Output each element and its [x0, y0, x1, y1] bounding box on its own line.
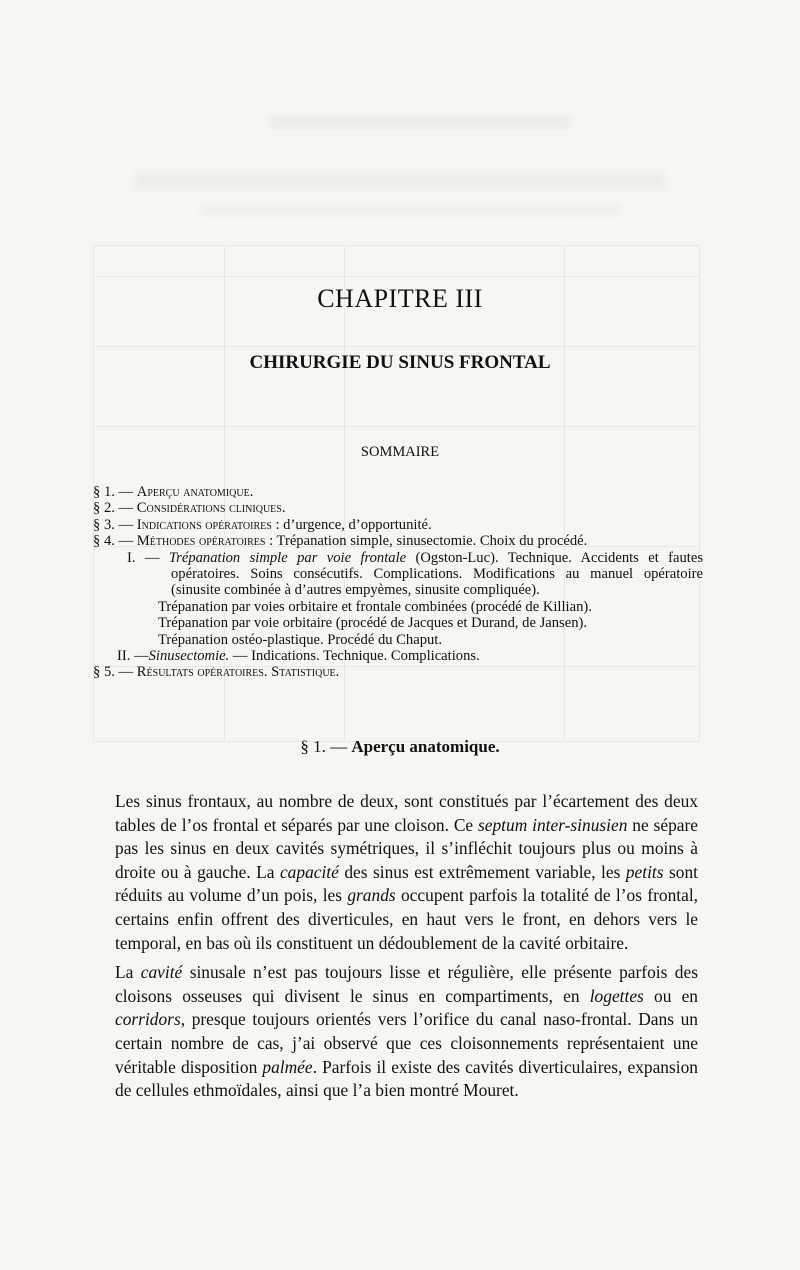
- toc-subline-killian: Trépanation par voies orbitaire et frontale combinées (procédé de Killian).: [158, 598, 592, 615]
- toc-entry-1: § 1. — Aperçu anatomique.: [93, 484, 254, 500]
- table-of-contents: [93, 484, 703, 681]
- show-through-header: [270, 115, 570, 129]
- toc-entry-2: § 2. — Considérations cliniques.: [93, 500, 286, 517]
- body-text: [115, 790, 698, 1103]
- paragraph-1: Les sinus frontaux, au nombre de deux, sont constitués par l’écartement des deux tables de l’os frontal et séparés par une cloison. Ce septum inter-sinusien ne sépare pas les sinus en deux cavités symétriques, il s’infléchit toujours plus ou moins à droite ou à gauche. La capacité des sinus est extrêmement variable, les petits sont réduits au volume d’un pois, les grands occupent parfois la totalité de l’os frontal, certains enfin offrent des diverticules, en haut vers le front, en dehors vers le temporal, en bas où ils constituent un dédoublement de la cavité orbitaire.: [115, 791, 698, 953]
- toc-entry-3: § 3. — Indications opératoires : d’urgence, d’opportunité.: [93, 516, 432, 533]
- summary-heading: SOMMAIRE: [360, 444, 440, 460]
- toc-entry-5: § 5. — Résultats opératoires. Statistique.: [93, 664, 340, 681]
- chapter-title: CHIRURGIE DU SINUS FRONTAL: [249, 352, 551, 373]
- paragraph-2: La cavité sinusale n’est pas toujours lisse et régulière, elle présente parfois des cloisons osseuses qui divisent le sinus en compartiments, en logettes ou en corridors, presque toujours orientés vers l’orifice du canal naso-frontal. Dans un certain nombre de cas, j’ai observé que ces cloisonnements représentaient une véritable disposition palmée. Parfois il existe des cavités diverticulaires, expansion de cellules ethmoïdales, ainsi que l’a bien montré Mouret.: [115, 962, 698, 1101]
- toc-subline-jansen: Trépanation par voie orbitaire (procédé de Jacques et Durand, de Jansen).: [158, 615, 588, 632]
- chapter-number: CHAPITRE III: [317, 284, 483, 313]
- section-heading: § 1. — Aperçu anatomique.: [300, 737, 500, 756]
- toc-entry-4: § 4. — Méthodes opératoires : Trépanation simple, sinusectomie. Choix du procédé.: [93, 533, 588, 550]
- toc-subentry-i: I. — Trépanation simple par voie frontale (Ogston-Luc). Technique. Accidents et fautes opératoires. Soins consécutifs. Complications. Modifications au manuel opératoire (sinusite combinée à d’autres empyèmes, sinusite compliquée).: [127, 549, 703, 599]
- show-through-title: [135, 172, 665, 190]
- toc-subentry-ii: II. —Sinusectomie. — Indications. Technique. Complications.: [117, 648, 480, 665]
- toc-subline-chaput: Trépanation ostéo-plastique. Procédé du Chaput.: [158, 631, 442, 648]
- show-through-subtitle: [200, 204, 620, 216]
